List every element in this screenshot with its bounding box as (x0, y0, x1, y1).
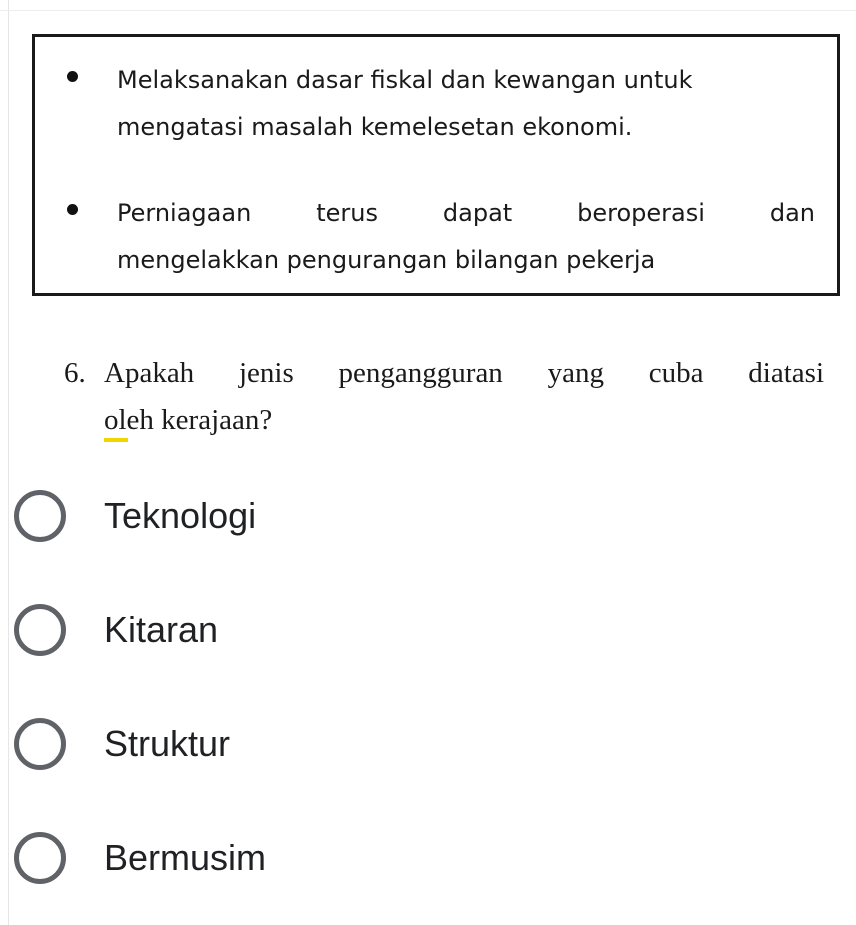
question-number: 6. (64, 357, 86, 389)
option-teknologi[interactable] (0, 478, 856, 558)
radio-button[interactable] (14, 604, 66, 656)
radio-button[interactable] (14, 718, 66, 770)
radio-button[interactable] (14, 490, 66, 542)
question-line: oleh kerajaan? (104, 404, 273, 436)
option-struktur[interactable] (0, 706, 856, 786)
bullet-dot-icon (67, 71, 78, 82)
info-bullet-line: Perniagaan terus dapat beroperasi dan (117, 199, 815, 227)
highlight-mark (104, 438, 128, 442)
option-label: Kitaran (104, 609, 219, 650)
info-bullet-text (117, 190, 815, 284)
radio-button[interactable] (14, 832, 66, 884)
info-box (32, 34, 840, 296)
bullet-dot-icon (67, 204, 78, 215)
question-text (64, 350, 824, 444)
option-label: Bermusim (104, 837, 267, 878)
option-kitaran[interactable] (0, 592, 856, 672)
info-bullet-line: mengatasi masalah kemelesetan ekonomi. (117, 113, 633, 141)
info-bullet-line: mengelakkan pengurangan bilangan pekerja (117, 246, 656, 274)
info-bullet-line: Melaksanakan dasar fiskal dan kewangan untuk (117, 66, 693, 94)
question-line: Apakah jenis pengangguran yang cuba diatasi (104, 357, 824, 389)
top-divider (0, 10, 856, 11)
option-label: Teknologi (104, 495, 257, 536)
option-label: Struktur (104, 723, 231, 764)
info-bullet-text (117, 57, 815, 151)
option-bermusim[interactable] (0, 820, 856, 900)
page-edge-line (8, 0, 9, 925)
